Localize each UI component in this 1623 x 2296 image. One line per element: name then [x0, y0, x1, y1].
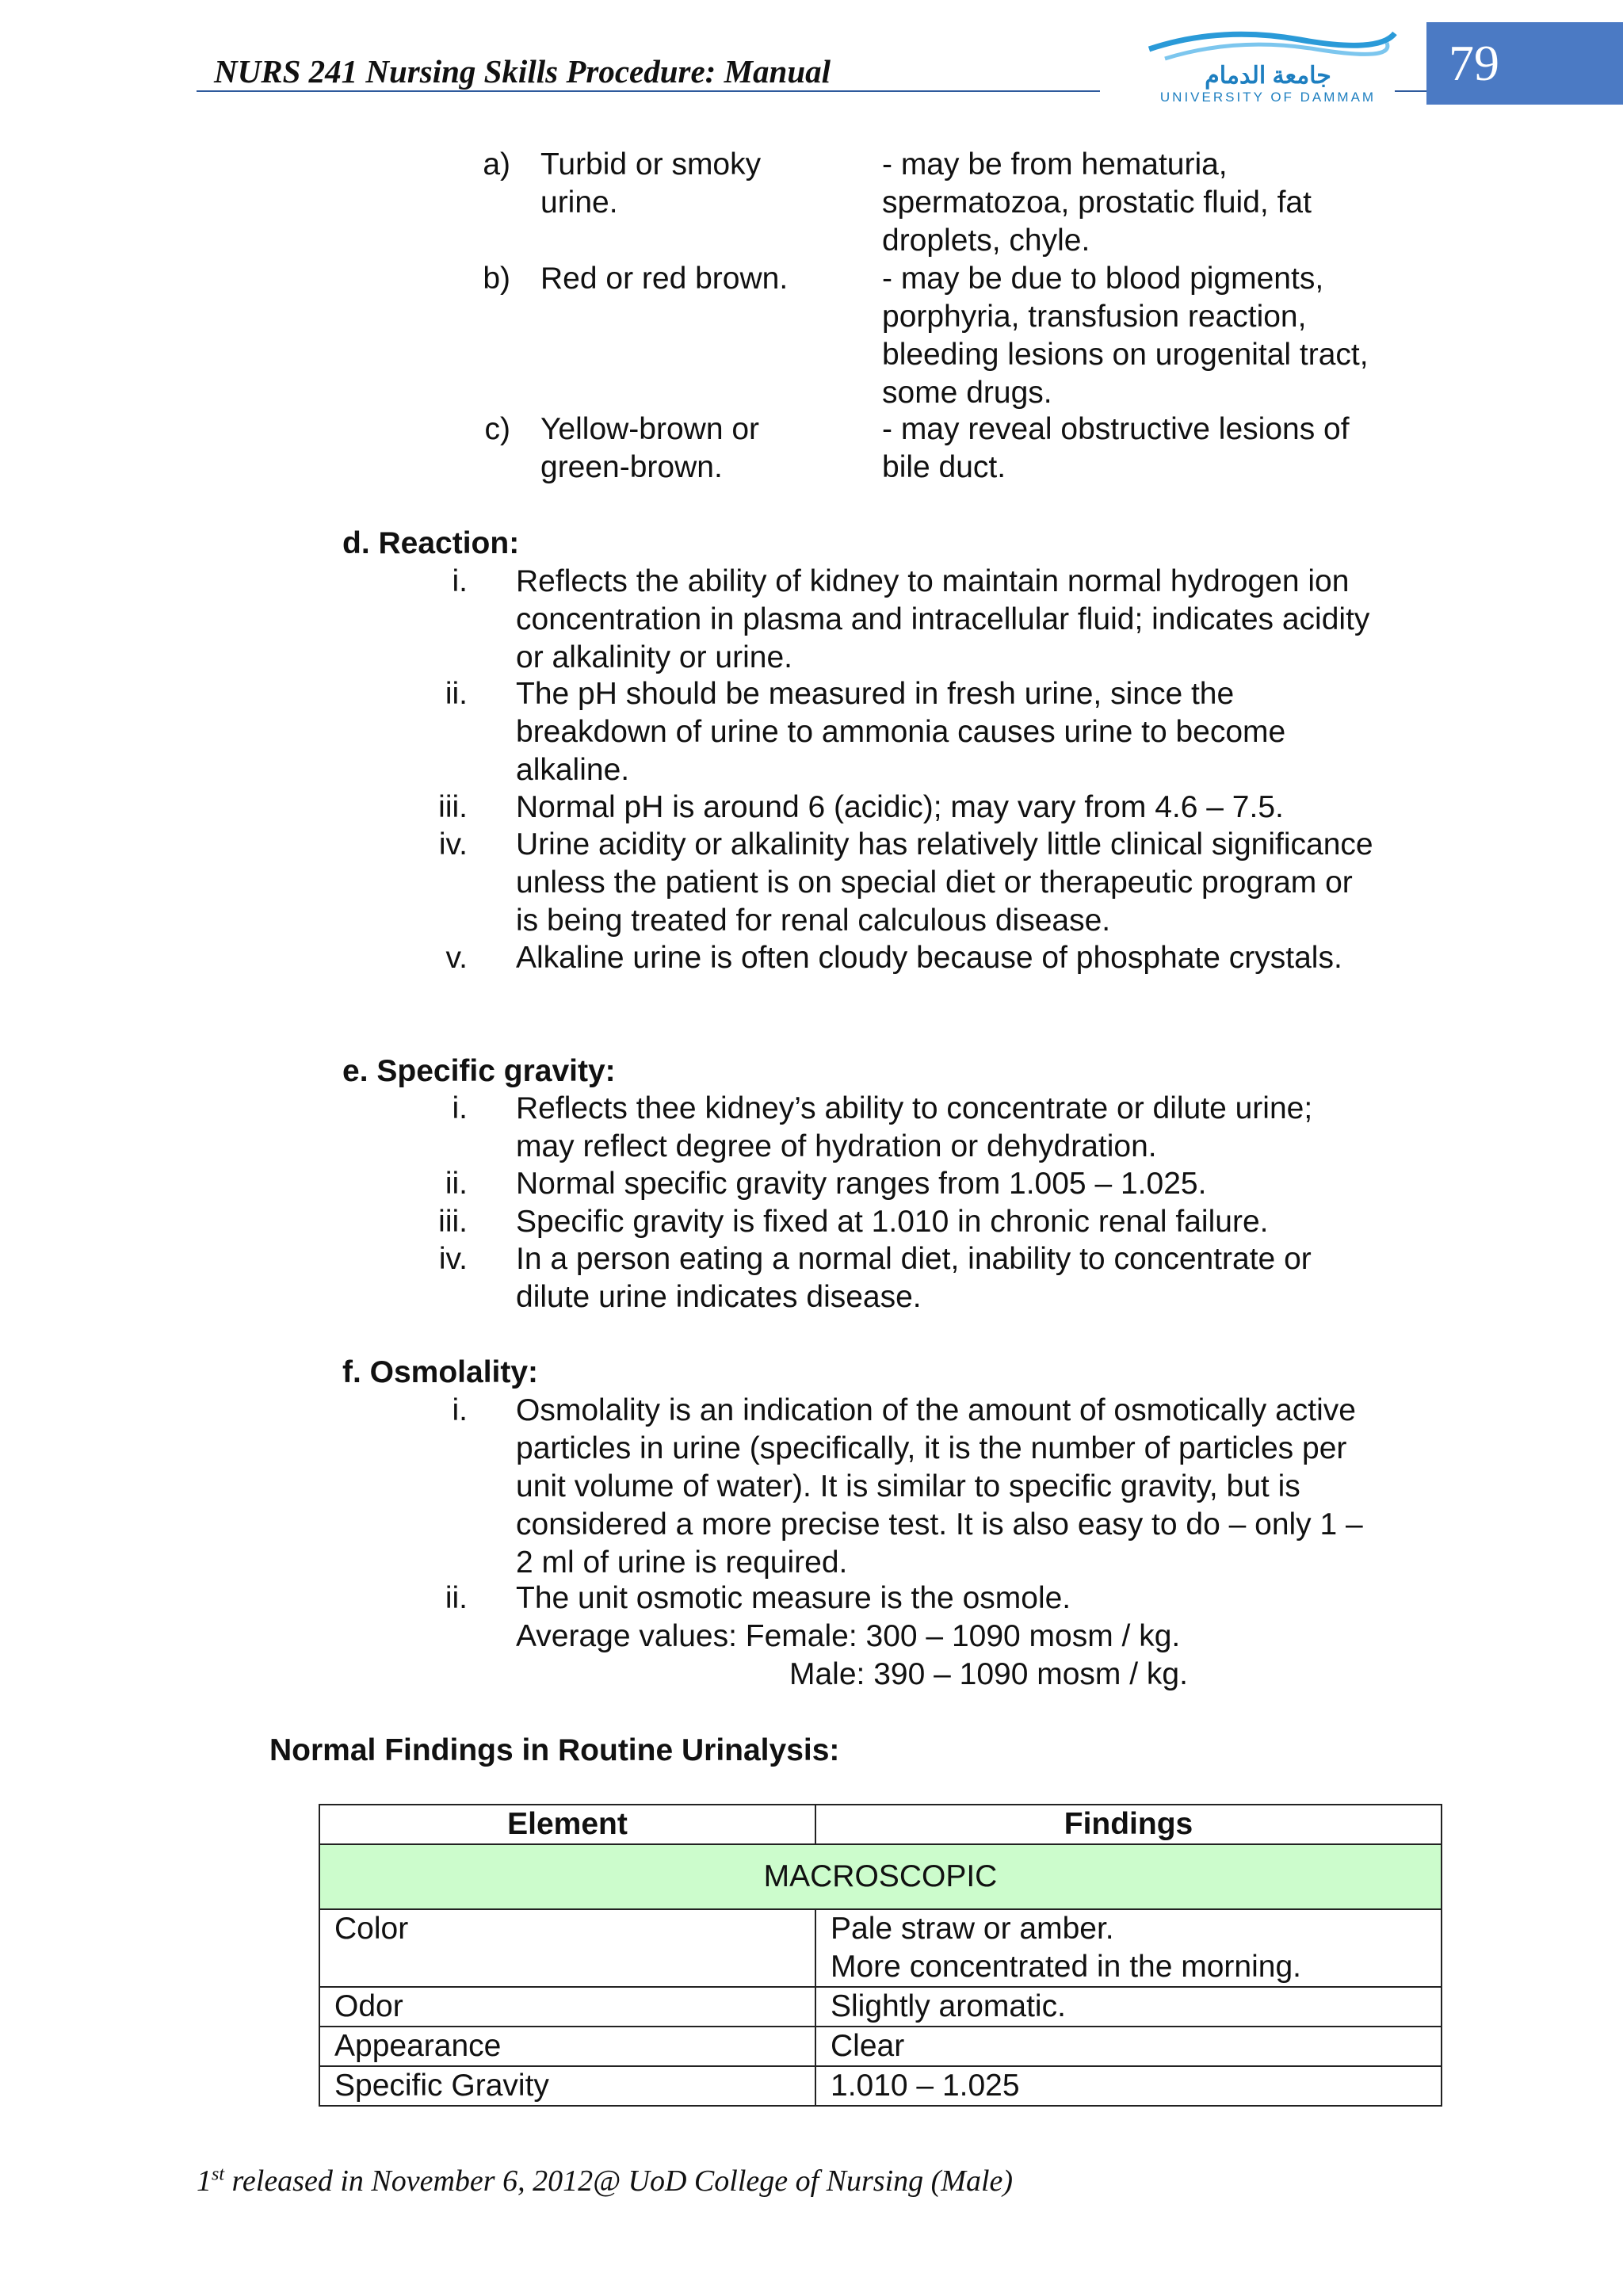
- item-line: In a person eating a normal diet, inability to concentrate or: [516, 1242, 1312, 1276]
- item-line: alkaline.: [516, 753, 630, 787]
- item-line: dilute urine indicates disease.: [516, 1280, 922, 1314]
- list-letter: c): [484, 412, 510, 446]
- item-number: v.: [445, 941, 468, 975]
- list-item: [516, 1090, 1435, 1166]
- list-term: [540, 260, 834, 298]
- cell-element: Color: [319, 1909, 815, 1987]
- item-line: Specific gravity is fixed at 1.010 in chronic renal failure.: [516, 1205, 1269, 1239]
- list-term: [540, 146, 834, 222]
- list-letter: a): [483, 147, 510, 181]
- list-item: [516, 939, 1435, 977]
- item-line: or alkalinity or urine.: [516, 640, 792, 674]
- term-line: urine.: [540, 185, 618, 220]
- findings-line: Pale straw or amber.: [831, 1912, 1114, 1946]
- item-line: is being treated for renal calculous disease.: [516, 904, 1111, 938]
- desc-line: spermatozoa, prostatic fluid, fat: [882, 185, 1312, 220]
- list-item: [516, 1203, 1435, 1241]
- item-line: unless the patient is on special diet or therapeutic program or: [516, 865, 1353, 900]
- item-line: The unit osmotic measure is the osmole.: [516, 1581, 1071, 1615]
- header-rule: [197, 90, 1100, 92]
- list-item: [516, 826, 1435, 940]
- term-line: green-brown.: [540, 450, 723, 484]
- column-header-findings: Findings: [815, 1805, 1442, 1844]
- cell-findings: 1.010 – 1.025: [815, 2066, 1442, 2106]
- list-item: [516, 675, 1435, 789]
- list-item: [516, 1165, 1435, 1203]
- item-line: Alkaline urine is often cloudy because of phosphate crystals.: [516, 941, 1342, 975]
- desc-line: bile duct.: [882, 450, 1006, 484]
- list-item: [516, 1240, 1435, 1316]
- item-number: i.: [452, 564, 468, 598]
- item-line: Normal specific gravity ranges from 1.005 – 1.025.: [516, 1167, 1207, 1201]
- item-line: Reflects the ability of kidney to maintain normal hydrogen ion: [516, 564, 1350, 598]
- desc-line: bleeding lesions on urogenital tract,: [882, 338, 1369, 372]
- cell-element: Specific Gravity: [319, 2066, 815, 2106]
- item-number: i.: [452, 1393, 468, 1427]
- item-line: Normal pH is around 6 (acidic); may vary from 4.6 – 7.5.: [516, 790, 1284, 824]
- item-number: iii.: [438, 1205, 468, 1239]
- list-desc: [882, 260, 1453, 412]
- cell-element: Odor: [319, 1987, 815, 2027]
- page-number: 79: [1426, 22, 1623, 105]
- desc-line: - may be due to blood pigments,: [882, 262, 1324, 296]
- item-line: Urine acidity or alkalinity has relatively little clinical significance: [516, 827, 1373, 861]
- logo-latin-text: UNIVERSITY OF DAMMAM: [1159, 90, 1377, 105]
- table-row: [319, 1987, 1442, 2027]
- footer-ordinal-suffix: st: [212, 2164, 225, 2185]
- item-line: considered a more precise test. It is also easy to do – only 1 –: [516, 1507, 1363, 1541]
- item-number: ii.: [445, 1581, 468, 1615]
- section-heading-reaction: d. Reaction:: [342, 526, 520, 560]
- table-row: [319, 1909, 1442, 1987]
- item-line: The pH should be measured in fresh urine, since the: [516, 677, 1235, 711]
- list-item: [516, 1580, 1435, 1656]
- term-line: Red or red brown.: [540, 262, 789, 296]
- item-line: Reflects thee kidney’s ability to concentrate or dilute urine;: [516, 1091, 1313, 1125]
- footer-release-note: [197, 2164, 1013, 2199]
- table-section-row: [319, 1844, 1442, 1909]
- logo-arabic-text: جامعة الدمام: [1205, 63, 1331, 89]
- list-desc: [882, 411, 1453, 487]
- item-line: may reflect degree of hydration or dehydration.: [516, 1129, 1157, 1163]
- item-line: 2 ml of urine is required.: [516, 1545, 848, 1580]
- table-header-row: [319, 1805, 1442, 1844]
- list-letter: b): [483, 262, 510, 296]
- term-line: Turbid or smoky: [540, 147, 762, 181]
- item-number: iv.: [438, 1242, 468, 1276]
- table-row: [319, 2066, 1442, 2106]
- column-header-element: Element: [319, 1805, 815, 1844]
- document-title: NURS 241 Nursing Skills Procedure: Manual: [214, 53, 831, 90]
- cell-findings: Slightly aromatic.: [815, 1987, 1442, 2027]
- footer-text: released in November 6, 2012@ UoD College of Nursing (Male): [224, 2164, 1014, 2198]
- desc-line: droplets, chyle.: [882, 223, 1090, 258]
- item-number: ii.: [445, 677, 468, 711]
- male-average-line: Male: 390 – 1090 mosm / kg.: [789, 1657, 1188, 1691]
- cell-findings: [815, 1909, 1442, 1987]
- desc-line: - may reveal obstructive lesions of: [882, 412, 1350, 446]
- cell-element: Appearance: [319, 2027, 815, 2066]
- desc-line: some drugs.: [882, 376, 1052, 410]
- desc-line: - may be from hematuria,: [882, 147, 1228, 181]
- desc-line: porphyria, transfusion reaction,: [882, 300, 1307, 334]
- item-line: concentration in plasma and intracellular fluid; indicates acidity: [516, 602, 1370, 636]
- item-line: Osmolality is an indication of the amount of osmotically active: [516, 1393, 1356, 1427]
- normal-findings-heading: Normal Findings in Routine Urinalysis:: [269, 1733, 840, 1767]
- item-line: Average values: Female: 300 – 1090 mosm / kg.: [516, 1619, 1181, 1653]
- cell-findings: Clear: [815, 2027, 1442, 2066]
- section-heading-specific-gravity: e. Specific gravity:: [342, 1054, 616, 1088]
- item-line: particles in urine (specifically, it is the number of particles per: [516, 1431, 1347, 1465]
- item-line: breakdown of urine to ammonia causes urine to become: [516, 715, 1286, 749]
- table-row: [319, 2027, 1442, 2066]
- item-number: iv.: [438, 827, 468, 861]
- list-item: [516, 563, 1435, 677]
- section-macroscopic: MACROSCOPIC: [319, 1844, 1442, 1909]
- item-line: unit volume of water). It is similar to specific gravity, but is: [516, 1469, 1300, 1503]
- list-item: [516, 789, 1435, 827]
- urinalysis-table: [319, 1804, 1442, 2107]
- section-heading-osmolality: f. Osmolality:: [342, 1355, 539, 1389]
- footer-ordinal: 1: [197, 2164, 212, 2198]
- list-term: [540, 411, 834, 487]
- findings-line: More concentrated in the morning.: [831, 1950, 1301, 1984]
- item-number: ii.: [445, 1167, 468, 1201]
- item-number: i.: [452, 1091, 468, 1125]
- list-desc: [882, 146, 1453, 260]
- term-line: Yellow-brown or: [540, 412, 760, 446]
- item-number: iii.: [438, 790, 468, 824]
- list-item: [516, 1392, 1435, 1582]
